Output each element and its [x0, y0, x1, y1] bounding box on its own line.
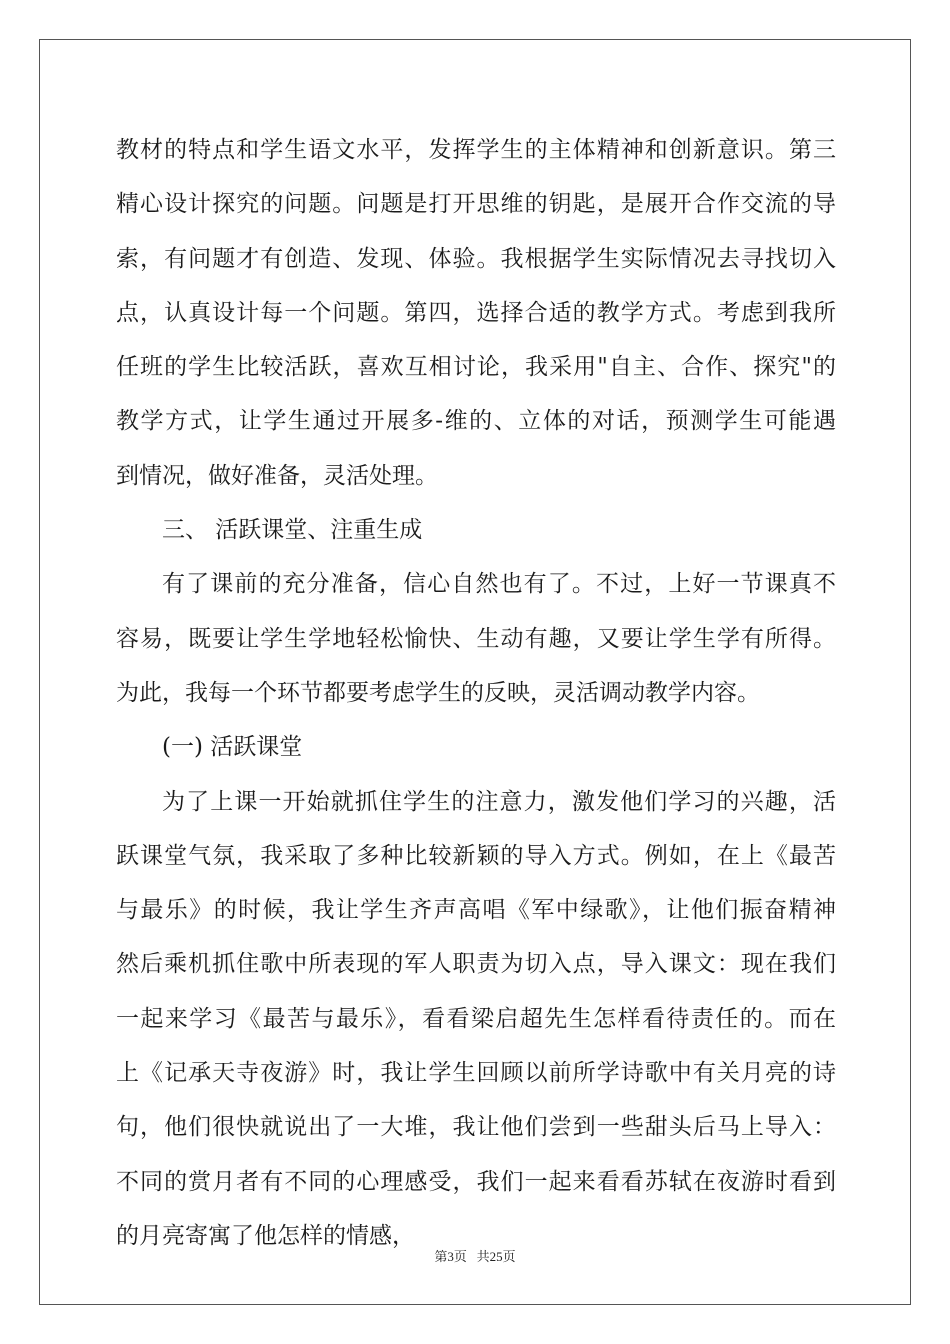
text-line: 索，有问题才有创造、发现、体验。我根据学生实际情况去寻找切入 [116, 245, 836, 272]
text-line: 有了课前的充分准备，信心自然也有了。不过，上好一节课真不 [162, 571, 836, 598]
text-line: 教材的特点和学生语文水平，发挥学生的主体精神和创新意识。第三 [116, 137, 836, 163]
text-line: 到情况，做好准备，灵活处理。 [116, 462, 438, 489]
text-line: 精心设计探究的问题。问题是打开思维的钥匙，是展开合作交流的导 [116, 191, 836, 218]
page-number: 第3页 [434, 1249, 467, 1264]
text-line: 与最乐》的时候，我让学生齐声高唱《军中绿歌》，让他们振奋精神 [116, 897, 836, 924]
document-body [116, 123, 836, 1263]
text-line: 为此，我每一个环节都要考虑学生的反映，灵活调动教学内容。 [116, 679, 760, 706]
text-line: 然后乘机抓住歌中所表现的军人职责为切入点，导入课文：现在我们 [116, 951, 836, 978]
text-line: 不同的赏月者有不同的心理感受，我们一起来看看苏轼在夜游时看到 [116, 1168, 836, 1195]
page-total: 共25页 [476, 1249, 516, 1264]
page-footer [0, 1246, 950, 1265]
text-line: 跃课堂气氛，我采取了多种比较新颖的导入方式。例如，在上《最苦 [116, 842, 836, 869]
text-line: 教学方式，让学生通过开展多-维的、立体的对话，预测学生可能遇 [116, 408, 836, 435]
text-line: 一起来学习《最苦与最乐》，看看梁启超先生怎样看待责任的。而在 [116, 1005, 836, 1032]
text-line: 上《记承天寺夜游》时，我让学生回顾以前所学诗歌中有关月亮的诗 [116, 1060, 836, 1087]
section-heading: 三、 活跃课堂、注重生成 [162, 517, 423, 544]
text-line: 句，他们很快就说出了一大堆，我让他们尝到一些甜头后马上导入： [116, 1114, 836, 1141]
text-line: 容易，既要让学生学地轻松愉快、生动有趣，又要让学生学有所得。 [116, 625, 836, 652]
text-line: 点，认真设计每一个问题。第四，选择合适的教学方式。考虑到我所 [116, 299, 836, 326]
text-line: 任班的学生比较活跃，喜欢互相讨论，我采用"自主、合作、探究"的 [116, 354, 836, 381]
subsection-heading: (一) 活跃课堂 [162, 734, 303, 761]
text-line: 的月亮寄寓了他怎样的情感， [116, 1222, 415, 1249]
text-line: 为了上课一开始就抓住学生的注意力，激发他们学习的兴趣，活 [162, 788, 836, 815]
